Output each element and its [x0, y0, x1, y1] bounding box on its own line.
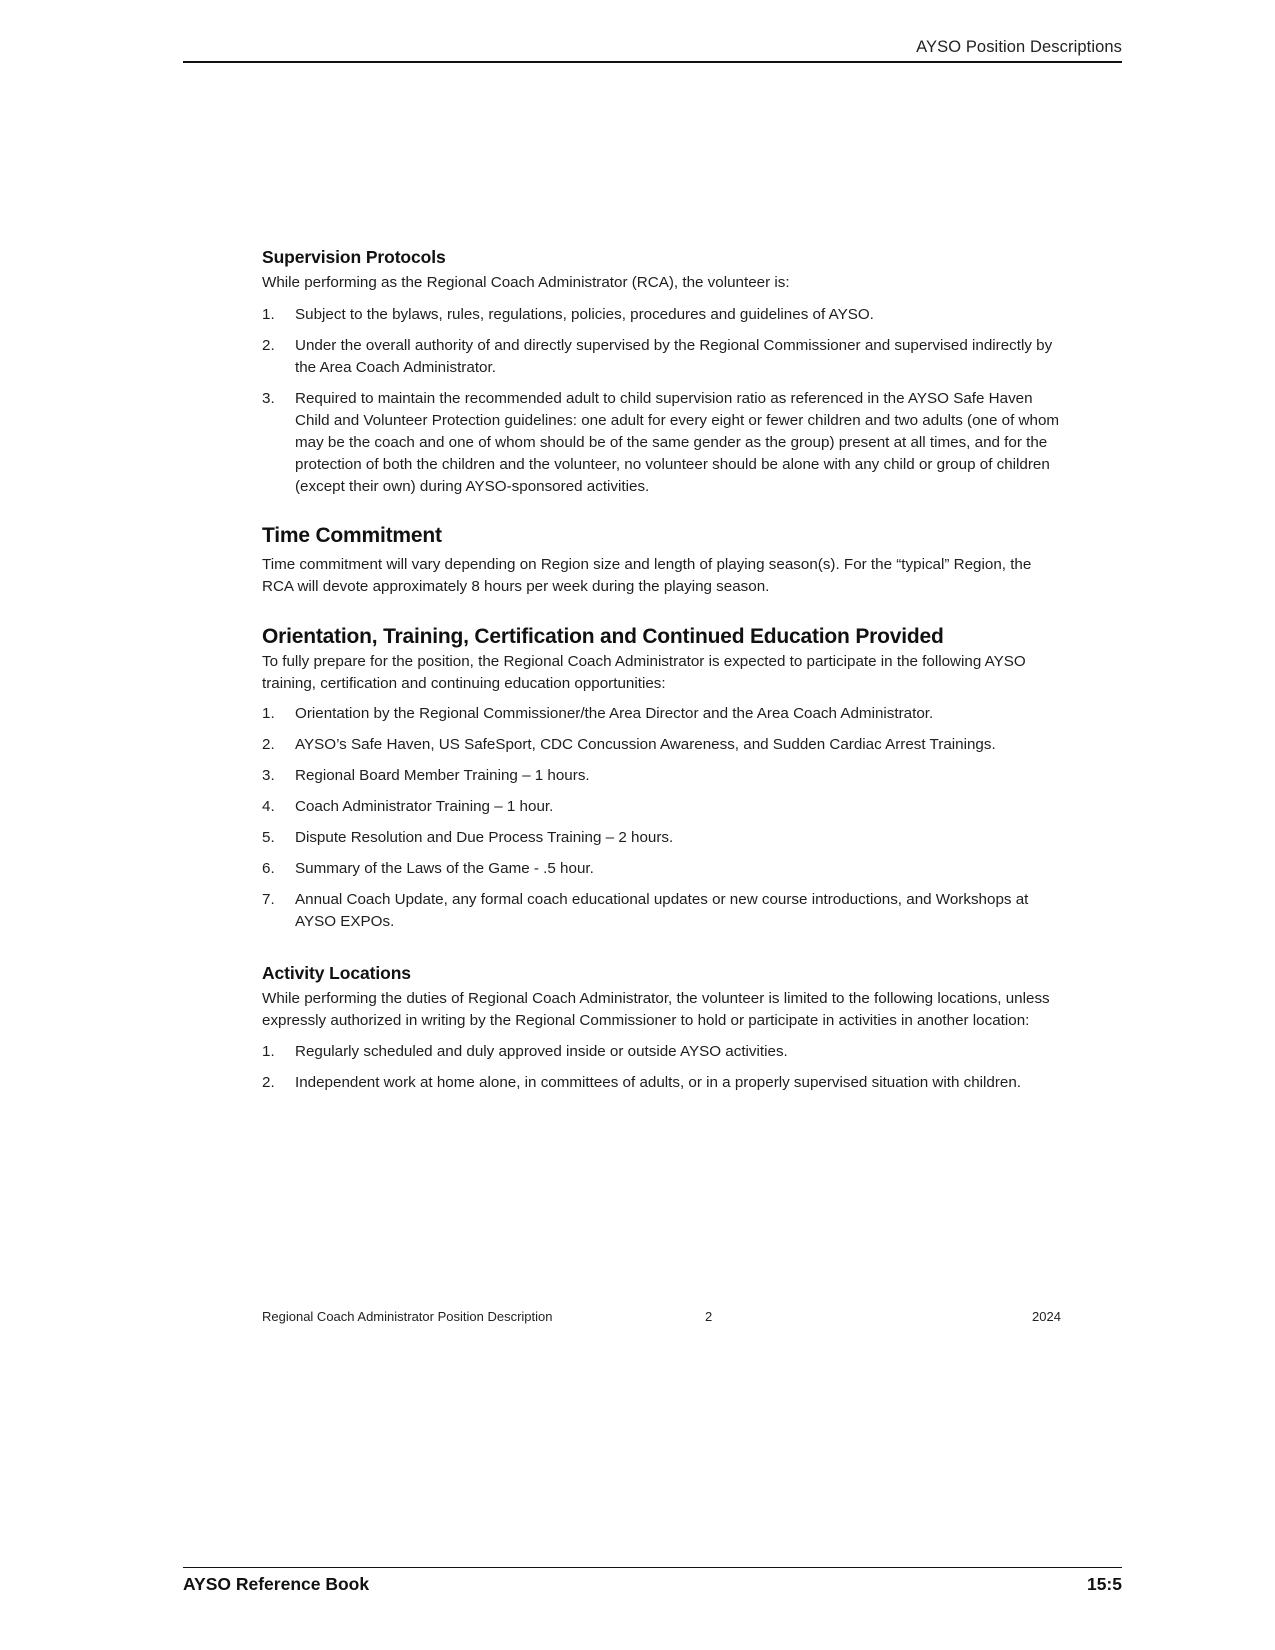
list-number: 1.	[262, 705, 275, 722]
header-rule	[183, 61, 1122, 63]
section-heading: Supervision Protocols	[262, 247, 446, 267]
list-number: 2.	[262, 1074, 275, 1091]
list-text: Regularly scheduled and duly approved inside or outside AYSO activities.	[295, 1043, 788, 1060]
list-text: Summary of the Laws of the Game - .5 hour.	[295, 860, 594, 877]
list-number: 6.	[262, 860, 275, 877]
footer-document-title: Regional Coach Administrator Position Description	[262, 1309, 553, 1324]
list-text: Dispute Resolution and Due Process Training – 2 hours.	[295, 829, 674, 846]
section-training	[262, 625, 1062, 933]
list-number: 4.	[262, 798, 275, 815]
list-text: Annual Coach Update, any formal coach educational updates or new course introductions, and Workshops at AYSO EXPOs.	[295, 891, 1029, 930]
supervision-list	[262, 304, 1062, 498]
list-number: 1.	[262, 306, 275, 323]
list-item	[262, 734, 1062, 756]
list-item	[262, 827, 1062, 849]
section-intro: While performing as the Regional Coach Administrator (RCA), the volunteer is:	[262, 274, 790, 291]
list-text: Orientation by the Regional Commissioner/the Area Director and the Area Coach Administrator.	[295, 705, 934, 722]
book-page-number: 15:5	[1086, 1574, 1122, 1594]
list-item	[262, 858, 1062, 880]
list-number: 2.	[262, 337, 275, 354]
section-intro: While performing the duties of Regional Coach Administrator, the volunteer is limited to the following locations, unless expressly authorized in writing by the Regional Commissioner to hold or participate in activities in another location:	[262, 990, 1050, 1029]
list-text: Required to maintain the recommended adult to child supervision ratio as referenced in the AYSO Safe Haven Child and Volunteer Protection guidelines: one adult for every eight or fewer children and two adults (one of whom may be the coach and one of whom should be of the same gender as the group) present at all times, and for the protection of both the children and the volunteer, no volunteer should be alone with any child or group of children (except their own) during AYSO-sponsored activities.	[295, 390, 1060, 495]
list-number: 5.	[262, 829, 275, 846]
activity-locations-list	[262, 1041, 1062, 1094]
list-item	[262, 1072, 1062, 1094]
section-text: Time commitment will vary depending on Region size and length of playing season(s). For the “typical” Region, the RCA will devote approximately 8 hours per week during the playing season.	[262, 556, 1032, 595]
list-text: AYSO’s Safe Haven, US SafeSport, CDC Concussion Awareness, and Sudden Cardiac Arrest Trainings.	[295, 736, 996, 753]
list-number: 2.	[262, 736, 275, 753]
footer-year: 2024	[1032, 1309, 1061, 1324]
list-item	[262, 796, 1062, 818]
list-number: 3.	[262, 767, 275, 784]
list-item	[262, 388, 1062, 498]
list-text: Independent work at home alone, in committees of adults, or in a properly supervised situation with children.	[295, 1074, 1022, 1091]
training-list	[262, 703, 1062, 933]
list-item	[262, 889, 1062, 933]
list-number: 1.	[262, 1043, 275, 1060]
list-text: Coach Administrator Training – 1 hour.	[295, 798, 554, 815]
footer-rule	[183, 1567, 1122, 1568]
book-footer-title: AYSO Reference Book	[183, 1574, 370, 1594]
list-number: 7.	[262, 891, 275, 908]
list-item	[262, 1041, 1062, 1063]
list-item	[262, 335, 1062, 379]
footer-page-number: 2	[705, 1309, 713, 1324]
section-heading: Time Commitment	[262, 524, 442, 547]
list-text: Regional Board Member Training – 1 hours.	[295, 767, 590, 784]
section-supervision-protocols	[262, 247, 1062, 498]
list-number: 3.	[262, 390, 275, 407]
section-time-commitment	[262, 524, 1062, 598]
running-header-title: AYSO Position Descriptions	[916, 38, 1122, 56]
section-intro: To fully prepare for the position, the Regional Coach Administrator is expected to participate in the following AYSO training, certification and continuing education opportunities:	[262, 653, 1026, 692]
list-item	[262, 304, 1062, 326]
list-item	[262, 703, 1062, 725]
list-text: Under the overall authority of and directly supervised by the Regional Commissioner and supervised indirectly by the Area Coach Administrator.	[295, 337, 1053, 376]
section-activity-locations	[262, 963, 1062, 1094]
list-item	[262, 765, 1062, 787]
section-heading: Orientation, Training, Certification and Continued Education Provided	[262, 625, 944, 648]
list-text: Subject to the bylaws, rules, regulations, policies, procedures and guidelines of AYSO.	[295, 306, 874, 323]
section-heading: Activity Locations	[262, 963, 411, 983]
